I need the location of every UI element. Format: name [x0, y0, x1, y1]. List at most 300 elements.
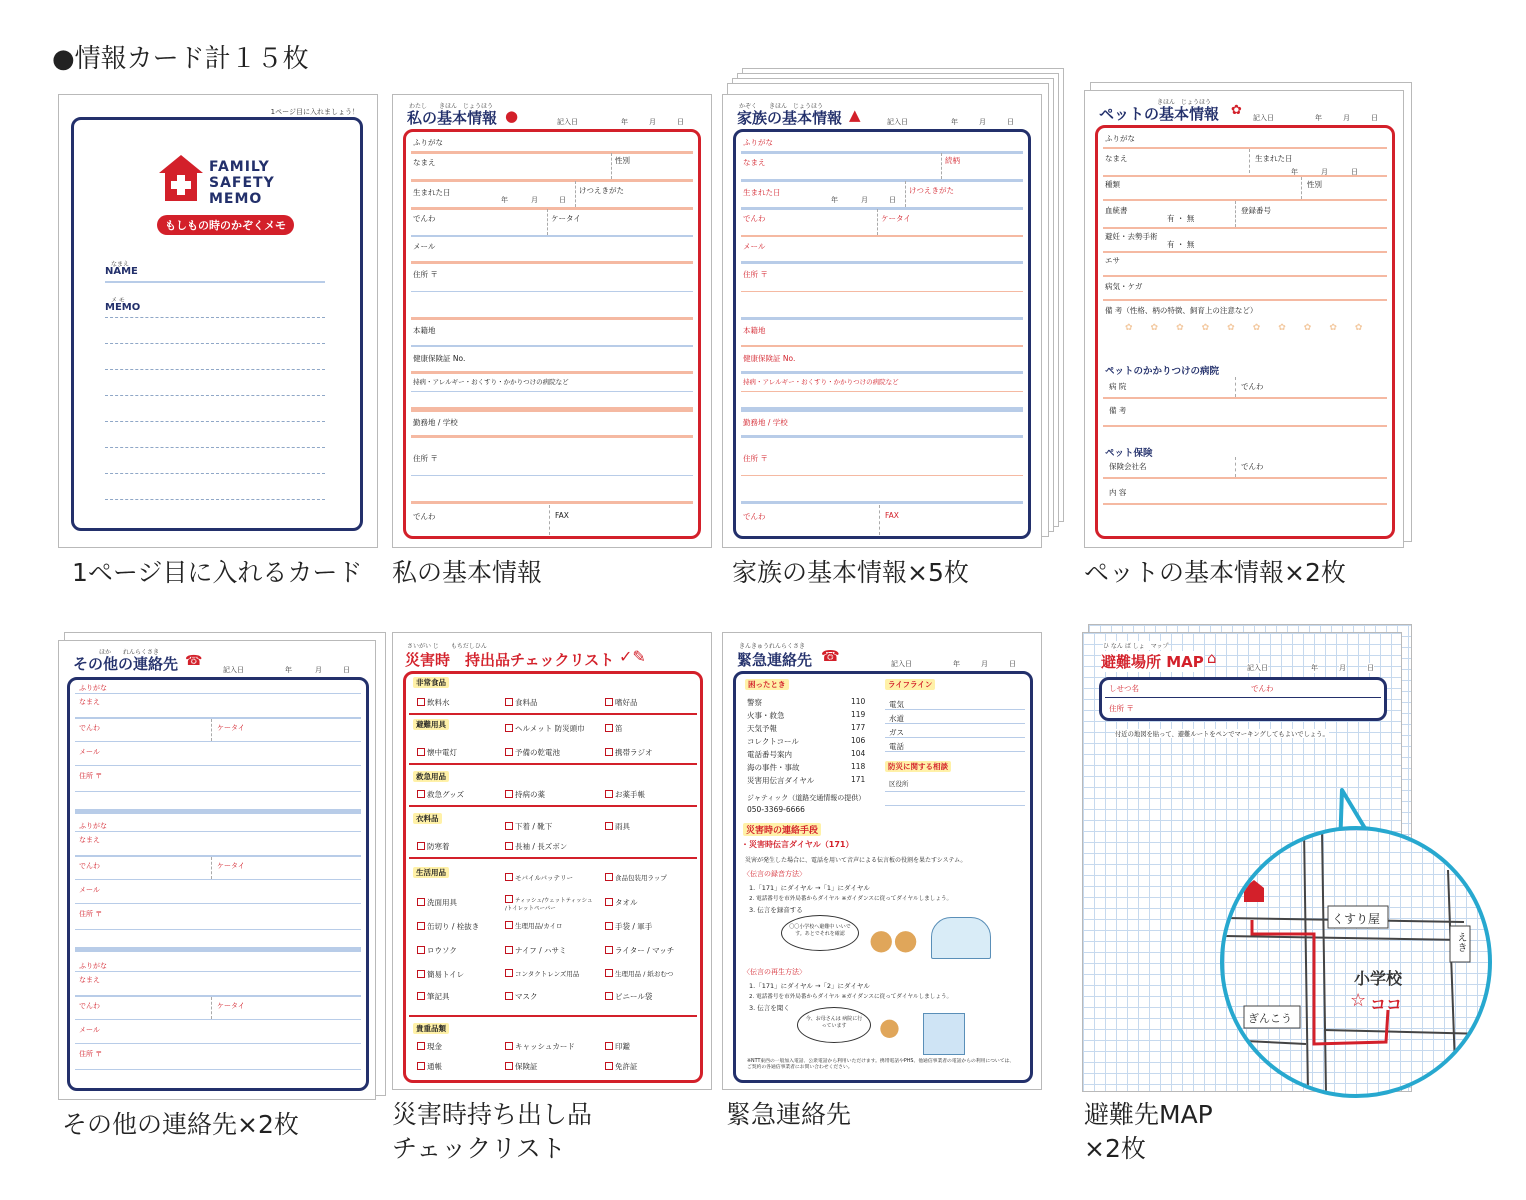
check-item[interactable]: [505, 1041, 575, 1052]
checkbox[interactable]: [505, 698, 513, 706]
label-pharmacy: くすり屋: [1332, 912, 1381, 926]
field-phone: でんわ: [79, 862, 100, 870]
separator: [877, 209, 878, 235]
year-label: 年: [1311, 664, 1318, 672]
month-label: 月: [315, 666, 322, 674]
checkbox[interactable]: [605, 969, 613, 977]
item-label: 雨具: [615, 822, 630, 831]
separator: [879, 505, 880, 535]
checkbox[interactable]: [417, 790, 425, 798]
checkbox[interactable]: [605, 898, 613, 906]
item-label: コンタクトレンズ用品: [515, 970, 580, 978]
checkbox[interactable]: [417, 898, 425, 906]
salmon-line: [741, 345, 1023, 347]
checkbox[interactable]: [505, 992, 513, 1000]
checkbox[interactable]: [605, 822, 613, 830]
cover-caption: 1ページ目に入れるカード: [72, 558, 363, 587]
field-furigana: ふりがな: [79, 962, 107, 970]
field-email: メール: [79, 748, 100, 756]
item-label: 缶切り / 栓抜き: [427, 922, 480, 931]
check-item[interactable]: [417, 1061, 442, 1072]
checkbox[interactable]: [605, 1042, 613, 1050]
insurance-section-title: ペット保険: [1105, 448, 1153, 459]
memo-label: MEMO: [105, 302, 141, 313]
field-name: なまえ: [79, 976, 100, 984]
salmon-line: [1103, 251, 1387, 253]
salmon-line: [741, 291, 1023, 292]
checkmark-pencil-icon: ✓✎: [619, 647, 646, 666]
field-name: なまえ: [413, 158, 436, 167]
page-heading: ●情報カード計１５枚: [52, 44, 309, 74]
field-workplace: 勤務地 / 学校: [413, 418, 458, 427]
check-item[interactable]: [417, 897, 457, 908]
emergency-number: 119: [851, 710, 866, 719]
emergency-title: 緊急連絡先: [737, 651, 813, 669]
field-mobile: ケータイ: [881, 214, 911, 223]
field-address: 住所 〒: [79, 910, 103, 918]
year-label: 年: [501, 196, 508, 204]
checkbox[interactable]: [505, 748, 513, 756]
label-station: えき: [1455, 932, 1466, 952]
day-label: 日: [1009, 660, 1016, 668]
emergency-number-label: 海の事件・事故: [747, 763, 800, 772]
salmon-line: [411, 151, 693, 154]
field-furigana: ふりがな: [1105, 134, 1135, 143]
blue-line: [75, 1069, 361, 1070]
item-label: ティッシュ/ウェットティッシュ /トイレットペーパー: [505, 898, 593, 912]
salmon-line: [1103, 275, 1387, 277]
star-icon: ☆: [1350, 990, 1367, 1011]
blue-line: [741, 151, 1023, 154]
check-item[interactable]: [605, 991, 652, 1002]
check-item[interactable]: [605, 697, 638, 708]
checkbox[interactable]: [605, 873, 613, 881]
month-label: 月: [1339, 664, 1346, 672]
field-email: メール: [413, 242, 436, 251]
field-phone: でんわ: [79, 724, 100, 732]
item-label: 下着 / 靴下: [515, 822, 553, 831]
logo-line-2: SAFETY: [209, 175, 275, 191]
blue-line: [741, 261, 1023, 264]
pet-info-title: ペットの基本情報: [1099, 105, 1220, 123]
paw-prints-decoration: ✿✿✿✿✿✿✿✿✿✿: [1125, 323, 1381, 333]
map-caption: [1084, 1098, 1213, 1166]
blue-line: [75, 995, 361, 997]
separator: [1235, 457, 1236, 477]
emergency-number-label: 電話番号案内: [747, 750, 792, 759]
checkbox[interactable]: [605, 1062, 613, 1070]
field-hospital-notes: 備 考: [1109, 406, 1127, 415]
month-label: 月: [1321, 168, 1328, 176]
map-ruby: ひ なん ば しょ マップ: [1103, 643, 1169, 650]
memo-line: [105, 369, 325, 370]
item-label: 生理用品 / 紙おむつ: [615, 970, 674, 978]
field-blood-type: けつえきがた: [579, 186, 624, 195]
item-label: 救急グッズ: [427, 790, 465, 799]
memo-line: [105, 499, 325, 500]
checklist-card: [392, 632, 712, 1090]
blue-line: [75, 791, 361, 792]
emergency-caption: 緊急連絡先: [726, 1100, 852, 1129]
checkbox[interactable]: [605, 922, 613, 930]
family-info-card: [722, 94, 1042, 548]
other-contacts-title: その他の連絡先: [73, 655, 179, 673]
blue-line: [885, 805, 1025, 806]
item-label: 洗面用具: [427, 898, 457, 907]
family-info-ruby: かぞく きほん じょうほう: [739, 103, 824, 110]
day-label: 日: [889, 196, 896, 204]
checkbox[interactable]: [505, 895, 513, 903]
other-contacts-caption: その他の連絡先×2枚: [62, 1110, 299, 1139]
name-ruby: なまえ: [111, 261, 130, 268]
memo-line: [105, 421, 325, 422]
check-item[interactable]: [505, 841, 567, 852]
field-hospital: 病 院: [1109, 382, 1127, 391]
bear-icon: ●: [505, 107, 519, 125]
speech-bubble: [781, 915, 859, 951]
item-label: 簡易トイレ: [427, 970, 465, 979]
salmon-line: [411, 207, 693, 210]
check-item[interactable]: [605, 821, 630, 832]
checkbox[interactable]: [505, 724, 513, 732]
item-label: 予備の乾電池: [515, 748, 560, 757]
checkbox[interactable]: [505, 822, 513, 830]
checkbox[interactable]: [417, 842, 425, 850]
month-label: 月: [649, 118, 656, 126]
check-item[interactable]: [417, 945, 457, 956]
checkbox[interactable]: [605, 698, 613, 706]
check-item[interactable]: [605, 897, 638, 908]
checkbox[interactable]: [417, 698, 425, 706]
item-label: 生理用品/カイロ: [515, 922, 563, 930]
year-label: 年: [951, 118, 958, 126]
field-name: なまえ: [79, 836, 100, 844]
check-item[interactable]: [505, 1061, 538, 1072]
checklist-caption-line-1: 災害時持ち出し品: [392, 1100, 593, 1129]
map-info-frame: [1099, 677, 1387, 721]
navy-line: [1105, 697, 1381, 698]
year-label: 年: [831, 196, 838, 204]
neutering-choice: 有 ・ 無: [1167, 240, 1195, 249]
blue-line: [75, 929, 361, 930]
check-item[interactable]: [605, 921, 652, 932]
field-phone-2: でんわ: [743, 512, 766, 521]
name-label: NAME: [105, 266, 138, 277]
checkbox[interactable]: [417, 992, 425, 1000]
blue-line: [741, 435, 1023, 438]
field-registry: 本籍地: [743, 326, 766, 335]
month-label: 月: [979, 118, 986, 126]
check-item[interactable]: [505, 821, 552, 832]
red-divider: [409, 805, 697, 807]
salmon-line: [411, 501, 693, 504]
day-label: 日: [1371, 114, 1378, 122]
separator: [547, 209, 548, 235]
salmon-line: [411, 407, 693, 412]
checkbox[interactable]: [505, 1042, 513, 1050]
check-item[interactable]: [605, 873, 667, 882]
check-item[interactable]: [417, 991, 450, 1002]
field-insurer: 保険会社名: [1109, 462, 1147, 471]
check-item[interactable]: [505, 921, 563, 930]
item-label: タオル: [615, 898, 638, 907]
item-label: ライター / マッチ: [615, 946, 675, 955]
item-label: マスク: [515, 992, 538, 1001]
map-caption-line-2: ×2枚: [1084, 1134, 1146, 1163]
separator: [1249, 149, 1250, 173]
field-registry: 本籍地: [413, 326, 436, 335]
hospital-building-icon: [923, 1013, 965, 1055]
checklist-caption-line-2: チェックリスト: [392, 1134, 566, 1163]
day-label: 日: [343, 666, 350, 674]
checkbox[interactable]: [417, 922, 425, 930]
item-label: ビニール袋: [615, 992, 653, 1001]
lifeline-label: 電話: [889, 742, 904, 751]
field-workplace: 勤務地 / 学校: [743, 418, 788, 427]
field-neutering: 避妊・去勢手術: [1105, 232, 1158, 241]
year-label: 年: [1315, 114, 1322, 122]
field-mobile: ケータイ: [217, 724, 245, 732]
checkbox[interactable]: [505, 921, 513, 929]
field-hospital-phone: でんわ: [1241, 382, 1264, 391]
family-info-caption: 家族の基本情報×5枚: [732, 558, 969, 587]
item-label: 食品包装用ラップ: [615, 874, 667, 882]
day-label: 日: [1007, 118, 1014, 126]
salmon-line: [411, 179, 693, 182]
field-medical: 持病・アレルギー・おくすり・かかりつけの病院など: [743, 378, 899, 386]
field-phone: でんわ: [413, 214, 436, 223]
jartic-number: 050-3369-6666: [747, 805, 805, 814]
salmon-line: [1103, 477, 1387, 479]
memo-line: [105, 343, 325, 344]
cover-note: 1ページ目に入れましょう！: [270, 108, 359, 116]
field-facility: しせつ名: [1109, 684, 1139, 693]
checkbox[interactable]: [505, 873, 513, 881]
check-item[interactable]: [417, 697, 450, 708]
field-email: メール: [79, 1026, 100, 1034]
date-label: 記入日: [557, 118, 578, 126]
checklist-caption: [392, 1098, 592, 1166]
other-contacts-card: [58, 640, 376, 1100]
day-label: 日: [1351, 168, 1358, 176]
check-item[interactable]: [417, 747, 457, 758]
house-logo-icon: [157, 153, 205, 203]
record-step: 2. 電話番号を市外局番からダイヤル ※ガイダンスに従ってダイヤルしましょう。: [749, 896, 953, 902]
checkbox[interactable]: [505, 790, 513, 798]
emergency-number: 171: [851, 775, 866, 784]
blue-line: [885, 709, 1025, 710]
field-address: 住所 〒: [1109, 704, 1134, 713]
other-contacts-ruby: ほか れんらくさき: [99, 649, 160, 656]
zoom-map-roads: [1224, 830, 1488, 1094]
pet-info-caption: ペットの基本情報×2枚: [1084, 558, 1346, 587]
red-divider: [409, 713, 697, 715]
item-label: 懐中電灯: [427, 748, 457, 757]
trouble-section-title: 困ったとき: [745, 679, 789, 690]
memo-line: [105, 473, 325, 474]
emergency-number-label: コレクトコール: [747, 737, 799, 746]
checkbox[interactable]: [505, 842, 513, 850]
blue-line: [411, 475, 693, 476]
check-item[interactable]: [417, 921, 479, 932]
checkbox[interactable]: [605, 748, 613, 756]
checkbox[interactable]: [505, 1062, 513, 1070]
date-label: 記入日: [1253, 114, 1274, 122]
blue-line: [75, 879, 361, 880]
blue-line: [741, 501, 1023, 504]
item-label: 嗜好品: [615, 698, 638, 707]
checkbox[interactable]: [505, 969, 513, 977]
field-insurance: 健康保険証 No.: [413, 354, 466, 363]
item-label: 手袋 / 軍手: [615, 922, 653, 931]
checkbox[interactable]: [605, 946, 613, 954]
check-item[interactable]: [605, 1041, 630, 1052]
check-item[interactable]: [505, 697, 538, 708]
date-label: 記入日: [891, 660, 912, 668]
emergency-number: 177: [851, 723, 866, 732]
salmon-line: [741, 391, 1023, 392]
field-pedigree: 血統書: [1105, 206, 1128, 215]
map-caption-line-1: 避難先MAP: [1084, 1100, 1213, 1129]
blue-line: [885, 723, 1025, 724]
salmon-line: [741, 235, 1023, 237]
blue-line: [75, 693, 361, 694]
bear-family-icon: ●●: [869, 923, 918, 956]
checkbox[interactable]: [417, 946, 425, 954]
item-label: ナイフ / ハサミ: [515, 946, 567, 955]
check-item[interactable]: [505, 991, 538, 1002]
item-label: 笛: [615, 724, 623, 733]
item-label: 長袖 / 長ズボン: [515, 842, 568, 851]
blue-band: [75, 947, 361, 952]
check-item[interactable]: [605, 789, 645, 800]
checklist-title: 災害時 持出品チェックリスト: [405, 651, 615, 669]
field-address-2: 住所 〒: [743, 454, 768, 463]
section-daily-goods: 生活用品: [413, 867, 449, 878]
date-label: 記入日: [887, 118, 908, 126]
check-item[interactable]: [505, 723, 585, 734]
blue-line: [75, 1019, 361, 1020]
checkbox[interactable]: [417, 748, 425, 756]
checkbox[interactable]: [605, 724, 613, 732]
field-phone: でんわ: [743, 214, 766, 223]
check-item[interactable]: [505, 895, 595, 912]
paw-icon: ✿: [1231, 103, 1242, 118]
checkbox[interactable]: [505, 946, 513, 954]
section-emergency-food: 非常食品: [413, 677, 449, 688]
separator: [211, 997, 212, 1019]
salmon-line: [411, 261, 693, 264]
blue-line: [411, 345, 693, 347]
field-furigana: ふりがな: [743, 138, 773, 147]
check-item[interactable]: [505, 789, 545, 800]
separator: [1301, 177, 1302, 199]
red-divider: [409, 763, 697, 765]
checkbox[interactable]: [605, 790, 613, 798]
check-item[interactable]: [417, 1041, 442, 1052]
map-instruction: 付近の地図を貼って、避難ルートをペンでマーキングしてもよいでしょう。: [1115, 731, 1329, 738]
check-item[interactable]: [605, 723, 623, 734]
family-info-title: 家族の基本情報: [737, 109, 843, 127]
field-name: なまえ: [79, 698, 100, 706]
day-label: 日: [559, 196, 566, 204]
field-furigana: ふりがな: [413, 138, 443, 147]
check-item[interactable]: [605, 1061, 638, 1072]
field-insurance-content: 内 容: [1109, 488, 1127, 497]
section-clothing: 衣料品: [413, 813, 442, 824]
bear-icon: ●: [879, 1013, 900, 1041]
my-info-title: 私の基本情報: [407, 109, 498, 127]
consult-section-title: 防災に関する相談: [885, 761, 951, 772]
field-relation: 続柄: [945, 156, 960, 165]
field-fax: FAX: [885, 511, 899, 520]
logo-text: [209, 159, 275, 207]
salmon-line: [1103, 199, 1387, 201]
lifeline-section-title: ライフライン: [885, 679, 935, 690]
memo-line: [105, 317, 325, 318]
field-phone: でんわ: [79, 1002, 100, 1010]
blue-line: [411, 235, 693, 237]
item-label: 飲料水: [427, 698, 450, 707]
salmon-line: [411, 317, 693, 320]
check-item[interactable]: [605, 945, 674, 956]
year-label: 年: [1291, 168, 1298, 176]
label-here: ココ: [1370, 995, 1403, 1014]
separator: [211, 719, 212, 741]
blue-line: [75, 831, 361, 832]
check-item[interactable]: [505, 747, 560, 758]
field-blood-type: けつえきがた: [909, 186, 954, 195]
year-label: 年: [285, 666, 292, 674]
check-item[interactable]: [417, 841, 450, 852]
checkbox[interactable]: [605, 992, 613, 1000]
bubble-text: 今、お母さんは 病院に行っています: [805, 1016, 863, 1029]
field-insurance: 健康保険証 No.: [743, 354, 796, 363]
check-item[interactable]: [505, 945, 567, 956]
checkbox[interactable]: [417, 1062, 425, 1070]
month-label: 月: [981, 660, 988, 668]
checkbox[interactable]: [417, 970, 425, 978]
play-step: 3. 伝言を聞く: [749, 1004, 790, 1012]
blue-line: [75, 903, 361, 904]
blue-line: [75, 717, 361, 719]
day-label: 日: [1367, 664, 1374, 672]
checkbox[interactable]: [417, 1042, 425, 1050]
record-step: 3. 伝言を録音する: [749, 906, 803, 914]
memo-ruby: メ モ: [111, 297, 125, 304]
check-item[interactable]: [505, 873, 573, 882]
separator: [941, 153, 942, 179]
field-food: エサ: [1105, 256, 1120, 265]
item-label: 現金: [427, 1042, 442, 1051]
check-item[interactable]: [505, 969, 579, 978]
check-item[interactable]: [417, 969, 464, 980]
blue-line: [75, 971, 361, 972]
check-item[interactable]: [605, 747, 653, 758]
check-item[interactable]: [605, 969, 673, 978]
item-label: 携帯ラジオ: [615, 748, 653, 757]
salmon-line: [1103, 503, 1387, 505]
emergency-number-label: 警察: [747, 698, 762, 707]
check-item[interactable]: [417, 789, 464, 800]
lifeline-label: ガス: [889, 728, 904, 737]
jartic-label: ジャティック（道路交通情報の提供）: [747, 794, 866, 802]
item-label: お薬手帳: [615, 790, 645, 799]
blue-line: [411, 291, 693, 292]
field-notes: 備 考（性格、柄の特徴、飼育上の注意など）: [1105, 306, 1258, 315]
record-title: 〈伝言の録音方法〉: [743, 870, 806, 878]
field-mobile: ケータイ: [217, 1002, 245, 1010]
